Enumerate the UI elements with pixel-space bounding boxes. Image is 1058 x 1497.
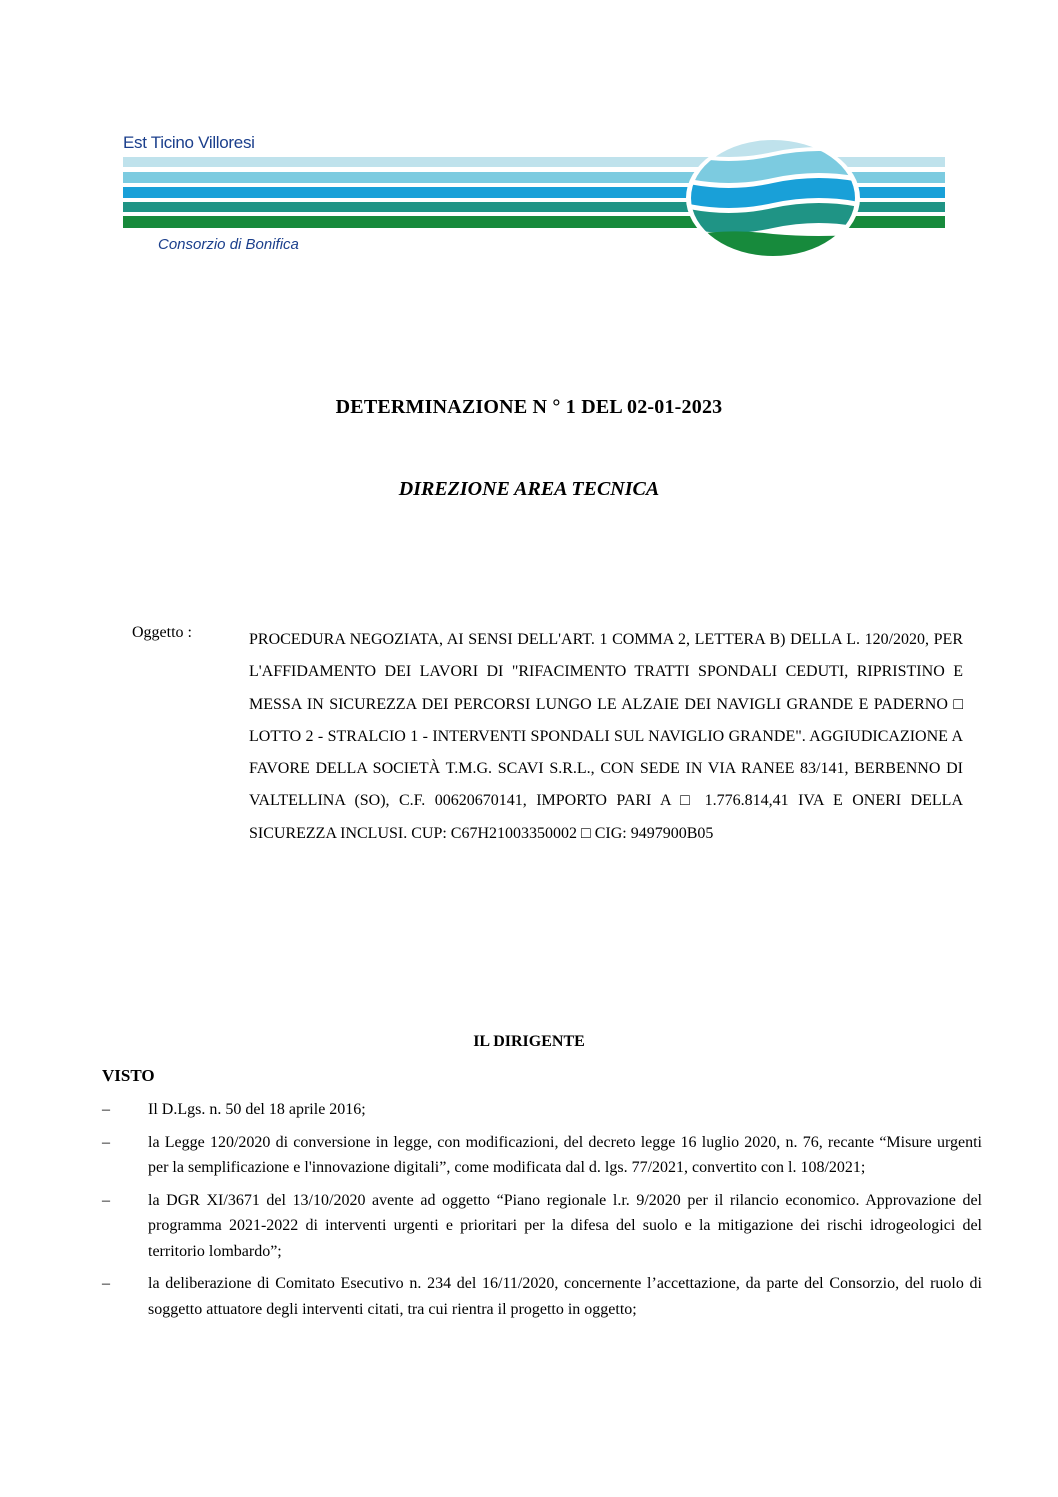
list-item	[102, 1188, 982, 1265]
list-item-text: la DGR XI/3671 del 13/10/2020 avente ad oggetto “Piano regionale l.r. 9/2020 per il rilancio economico. Approvazione del programma 2021-2022 di interventi urgenti e prioritari per la difesa del suolo e la mitigazione dei rischi idrogeologici del territorio lombardo”;	[148, 1191, 982, 1260]
list-item	[102, 1271, 982, 1322]
list-item-text: la Legge 120/2020 di conversione in legge, con modificazioni, del decreto legge 16 luglio 2020, n. 76, recante “Misure urgenti per la semplificazione e l'innovazione digitali”, come modificata dal d. lgs. 77/2021, convertito con l. 108/2021;	[148, 1133, 982, 1176]
list-item	[102, 1130, 982, 1181]
list-item-text: la deliberazione di Comitato Esecutivo n. 234 del 16/11/2020, concernente l’accettazione, da parte del Consorzio, del ruolo di soggetto attuatore degli interventi citati, tra cui rientra il progetto in oggetto;	[148, 1275, 982, 1318]
section-heading: IL DIRIGENTE	[473, 1033, 585, 1050]
list-item-text: Il D.Lgs. n. 50 del 18 aprile 2016;	[148, 1101, 366, 1118]
water-globe-icon	[684, 138, 864, 258]
oggetto-label: Oggetto :	[132, 624, 192, 641]
list-item	[102, 1097, 982, 1123]
visto-label: VISTO	[102, 1066, 155, 1085]
visto-list	[102, 1097, 982, 1329]
org-subtitle: Consorzio di Bonifica	[158, 236, 299, 253]
document-title: DETERMINAZIONE N ° 1 DEL 02-01-2023	[335, 396, 723, 418]
oggetto-text: PROCEDURA NEGOZIATA, AI SENSI DELL'ART. 1 COMMA 2, LETTERA B) DELLA L. 120/2020, PER L'AFFIDAMENTO DEI LAVORI DI "RIFACIMENTO TRATTI SPONDALI CEDUTI, RIPRISTINO E MESSA IN SICUREZZA DEI PERCORSI LUNGO LE ALZAIE DEI NAVIGLI GRANDE E PADERNO □ LOTTO 2 - STRALCIO 1 - INTERVENTI SPONDALI SUL NAVIGLIO GRANDE". AGGIUDICAZIONE A FAVORE DELLA SOCIETÀ T.M.G. SCAVI S.R.L., CON SEDE IN VIA RANEE 83/141, BERBENNO DI VALTELLINA (SO), C.F. 00620670141, IMPORTO PARI A □ 1.776.814,41 IVA E ONERI DELLA SICUREZZA INCLUSI. CUP: C67H21003350002 □ CIG: 9497900B05	[249, 631, 963, 842]
consortium-logo	[0, 0, 1058, 280]
dash-bullet: –	[102, 1275, 110, 1292]
dash-bullet: –	[102, 1101, 110, 1118]
document-department: DIREZIONE AREA TECNICA	[398, 478, 660, 500]
org-name: Est Ticino Villoresi	[123, 133, 255, 152]
dash-bullet: –	[102, 1133, 110, 1151]
dash-bullet: –	[102, 1191, 110, 1209]
